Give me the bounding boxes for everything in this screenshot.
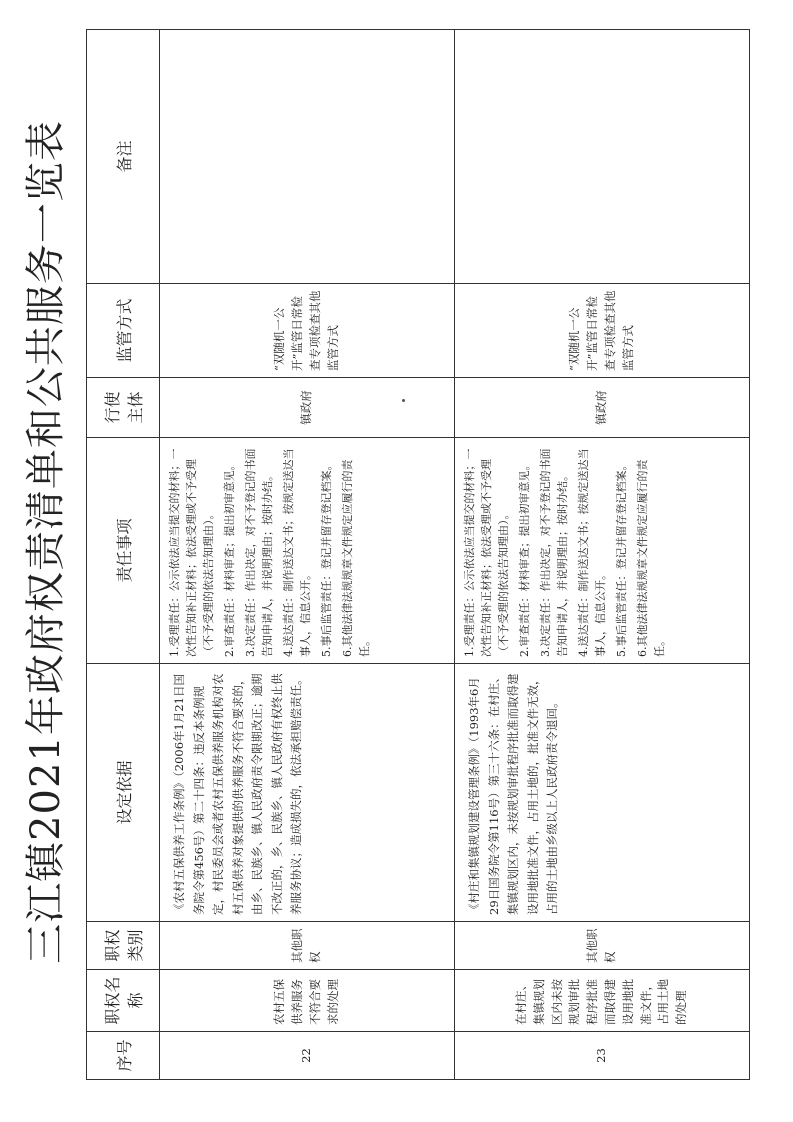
header-remark: 备注 <box>87 30 160 284</box>
header-seq: 序号 <box>87 1032 160 1080</box>
row-seq: 22 <box>160 1032 455 1080</box>
duty-item: 6.其他法律法规规章文件规定应履行的责任。 <box>636 459 667 657</box>
header-basis: 设定依据 <box>87 664 160 922</box>
row-category: 其他职权 <box>160 922 455 970</box>
row-remark <box>160 30 455 284</box>
row-seq: 23 <box>455 1032 750 1080</box>
table-row <box>455 30 750 1080</box>
duty-item: 1.受理责任：公示依法应当提交的材料；一次性告知补正材料；依法受理或不予受理（不予受理的依法告知理由）。 <box>463 448 511 657</box>
duty-item: 5.事后监管责任：登记并留存登记档案。 <box>320 459 334 657</box>
duty-item: 6.其他法律法规规章文件规定应履行的责任。 <box>341 459 372 657</box>
duty-item: 2.审查责任：材料审查；提出初审意见。 <box>223 459 237 657</box>
row-subject: 镇政府 <box>160 378 455 438</box>
duty-item: 4.送达责任：制作送达文书；按规定送达当事人，信息公开。 <box>577 448 608 657</box>
row-duties <box>160 438 455 664</box>
header-name: 职权名称 <box>87 970 160 1032</box>
page-title: 三江镇2021年政府权责清单和公共服务一览表 <box>22 120 69 964</box>
row-supervision: “双随机一公开”监管日常检查专项检查其他监管方式 <box>455 284 750 378</box>
duty-item: 5.事后监管责任：登记并留存登记档案。 <box>615 459 629 657</box>
row-category: 其他职权 <box>455 922 750 970</box>
row-subject: 镇政府 <box>455 378 750 438</box>
scan-speck <box>402 399 405 402</box>
row-supervision: “双随机一公开”监管日常检查专项检查其他监管方式 <box>160 284 455 378</box>
header-category: 职权类别 <box>87 922 160 970</box>
duty-item: 2.审查责任：材料审查；提出初审意见。 <box>518 459 532 657</box>
row-remark <box>455 30 750 284</box>
header-row <box>87 30 160 1080</box>
row-name: 在村庄、集镇规划区内未按规划审批程序批准而取得建设用地批准文件，占用土地的处理 <box>455 970 750 1032</box>
duty-item: 3.决定责任：作出决定，对不予登记的书面告知申请人，并说明理由；按时办结。 <box>244 448 275 657</box>
authority-table <box>86 29 750 1080</box>
row-basis: 《村庄和集镇规划建设管理条例》（1993年6月29日国务院令第116号）第三十六条：在村庄、集镇规划区内，未按规划审批程序批准而取得建设用地批准文件，占用土地的，批准文件无效，占用的土地由乡级以上人民政府责令退回。 <box>455 664 750 922</box>
row-basis: 《农村五保供养工作条例》（2006年1月21日国务院令第456号）第二十四条：违反本条例规定，村民委员会或者农村五保供养服务机构对农村五保供养对象提供的供养服务不符合要求的，由乡、民族乡、镇人民政府责令限期改正；逾期不改正的，乡、民族乡、镇人民政府有权终止供养服务协议；造成损失的，依法承担赔偿责任。 <box>160 664 455 922</box>
duty-item: 1.受理责任：公示依法应当提交的材料；一次性告知补正材料；依法受理或不予受理（不予受理的依法告知理由）。 <box>168 448 216 657</box>
duty-item: 3.决定责任：作出决定，对不予登记的书面告知申请人，并说明理由；按时办结。 <box>539 448 570 657</box>
header-duty: 责任事项 <box>87 438 160 664</box>
duty-item: 4.送达责任：制作送达文书；按规定送达当事人，信息公开。 <box>282 448 313 657</box>
row-duties <box>455 438 750 664</box>
header-supervision: 监管方式 <box>87 284 160 378</box>
table-row <box>160 30 455 1080</box>
header-subject: 行使主体 <box>87 378 160 438</box>
row-name: 农村五保供养服务不符合要求的处理 <box>160 970 455 1032</box>
